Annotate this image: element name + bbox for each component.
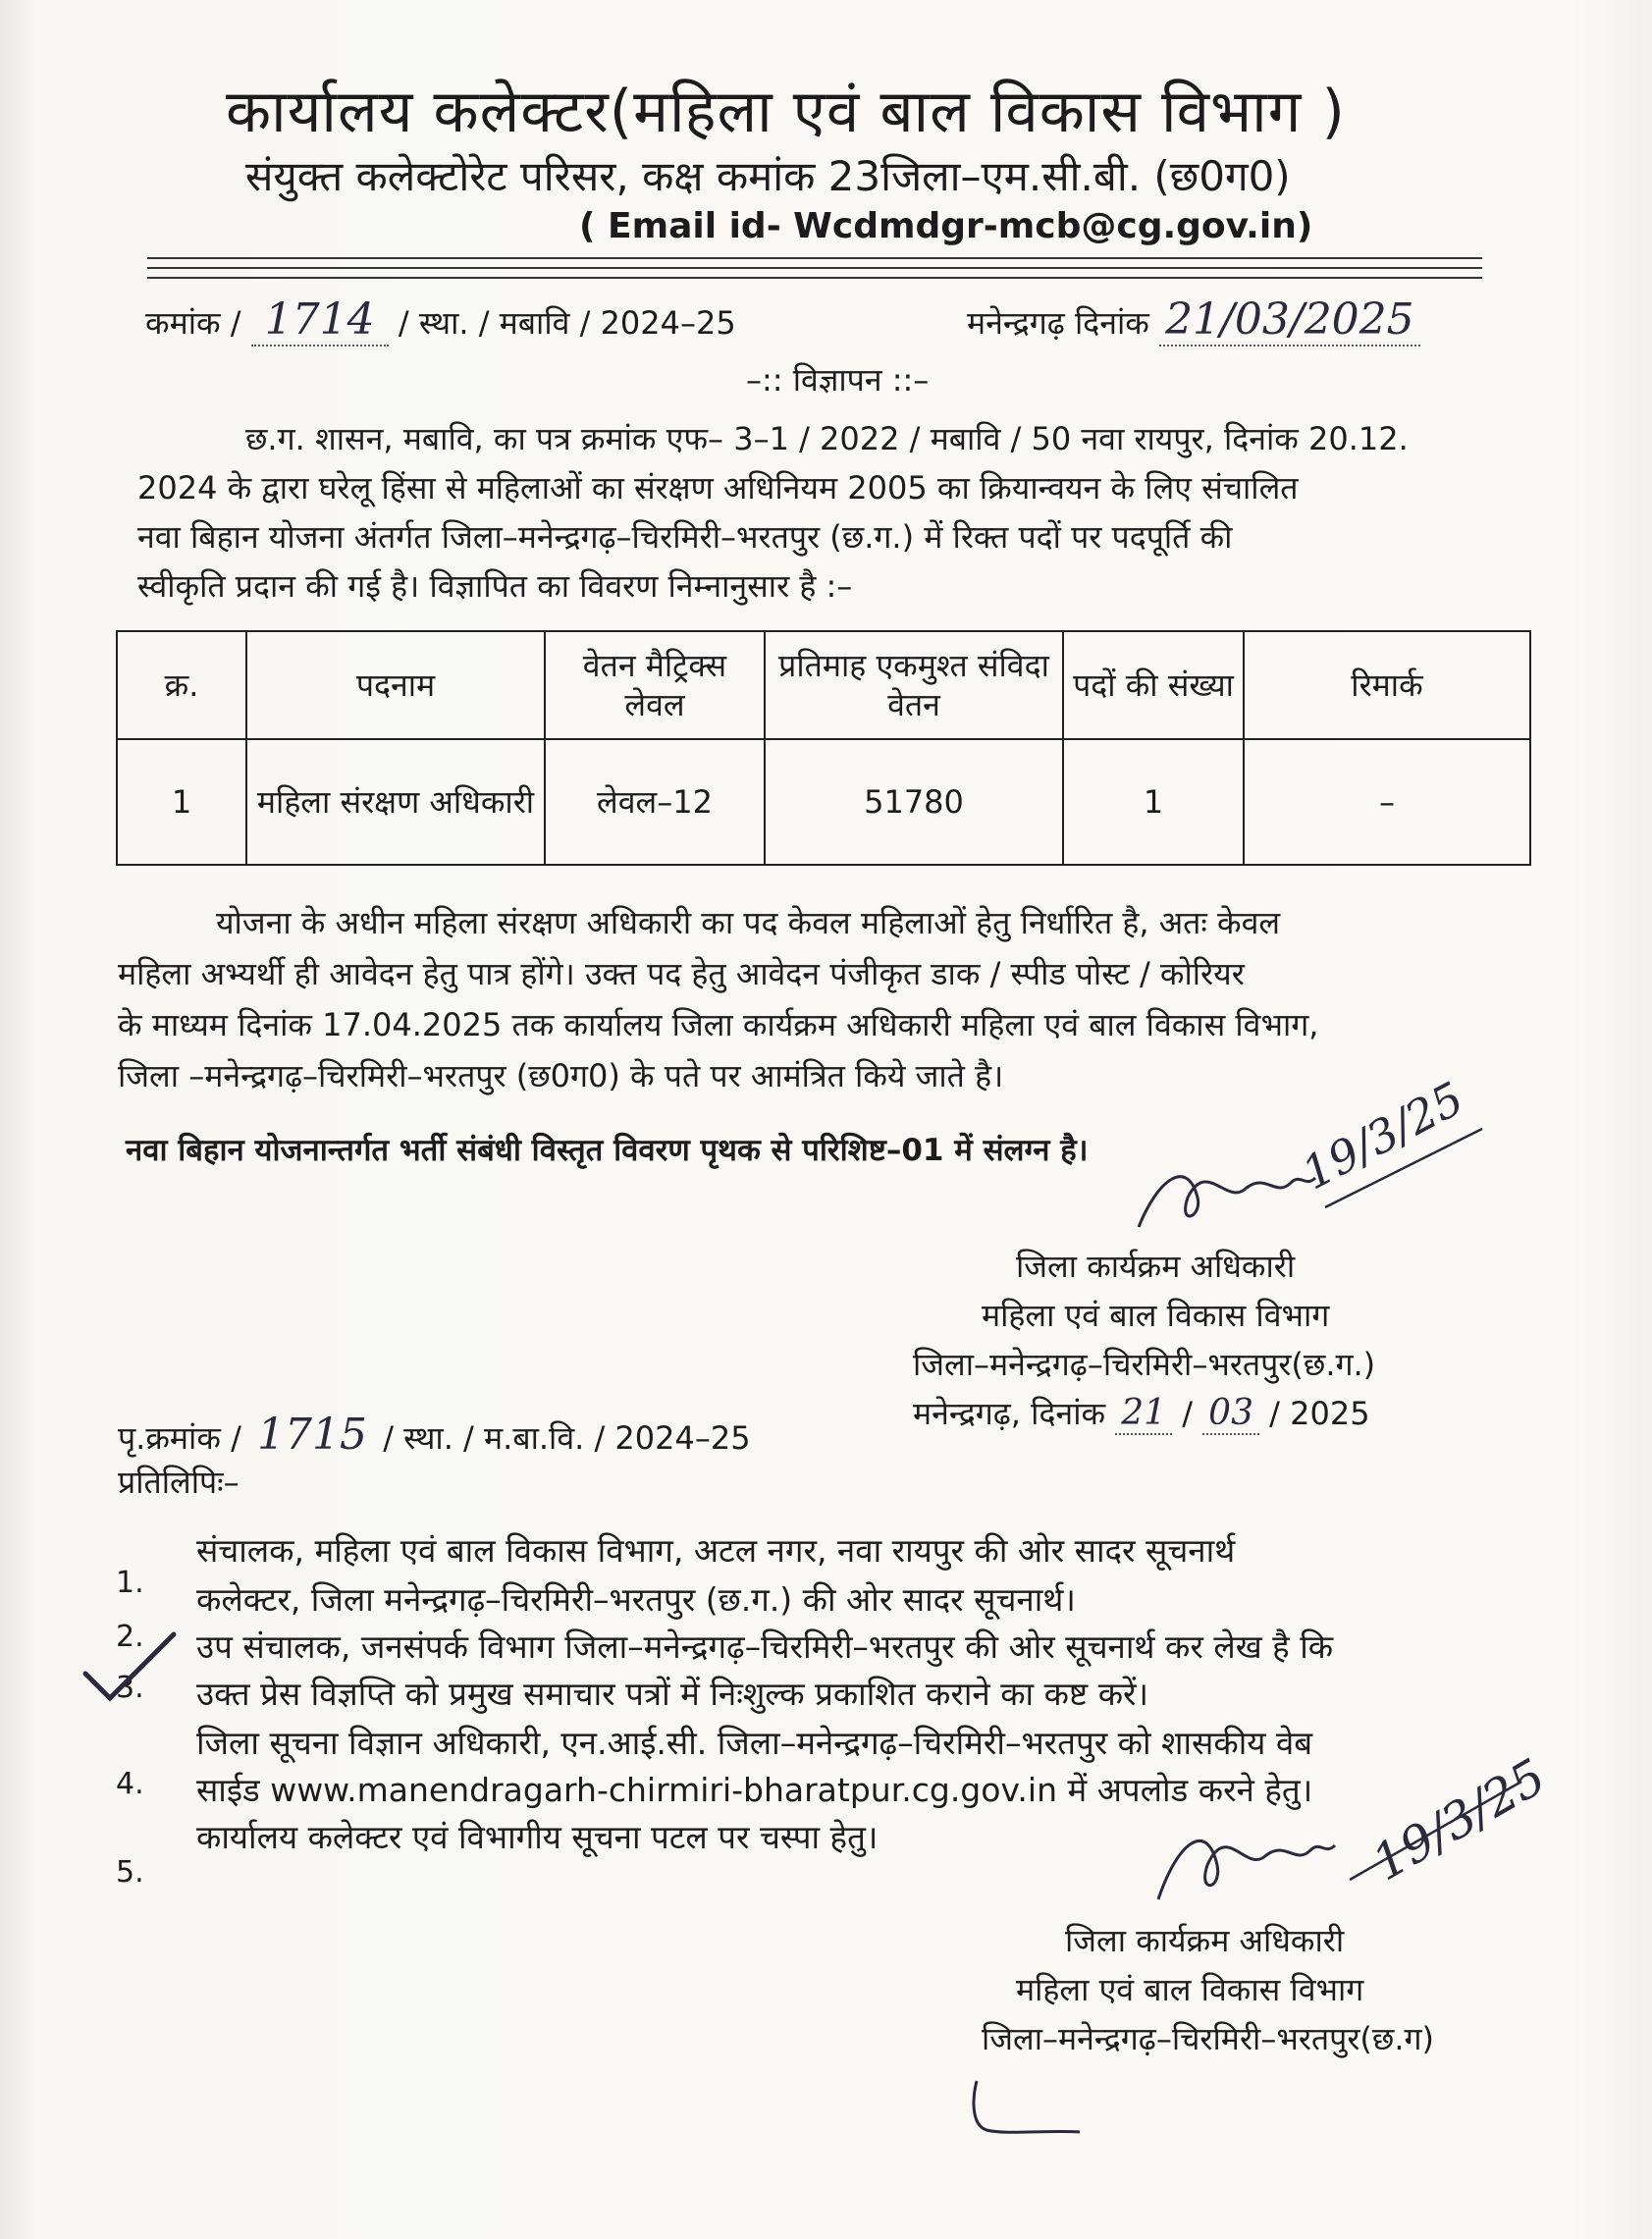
ref-suffix: / स्था. / मबावि / 2024–25 [398, 304, 736, 342]
table-header: प्रतिमाह एकमुश्त संविदा वेतन [765, 631, 1063, 739]
ref-prefix: कमांक / [145, 304, 241, 342]
table-cell: 1 [117, 739, 246, 865]
initial-mark [967, 2071, 1085, 2150]
copy-ref-number: 1715 [257, 1410, 368, 1460]
table-cell: महिला संरक्षण अधिकारी [246, 739, 545, 865]
intro-line: स्वीकृति प्रदान की गई है। विज्ञापित का विवरण निम्नानुसार है :– [137, 567, 853, 605]
ref-number-line [145, 294, 736, 345]
list-item: उक्त प्रेस विज्ञप्ति को प्रमुख समाचार पत्रों में निःशुल्क प्रकाशित कराने का कष्ट करें। [196, 1675, 1149, 1713]
list-item: साईड www.manendragarh-chirmiri-bharatpur.cg.gov.in में अपलोड करने हेतु। [196, 1771, 1313, 1809]
intro-line: 2024 के द्वारा घरेलू हिंसा से महिलाओं का संरक्षण अधिनियम 2005 का क्रियान्वयन के लिए संचालित [137, 469, 1299, 506]
annexure-note: नवा बिहान योजनान्तर्गत भर्ती संबंधी विस्तृत विवरण पृथक से परिशिष्ट–01 में संलग्न है। [126, 1133, 1089, 1168]
sign-month: 03 [1202, 1393, 1259, 1435]
list-number: 4. [116, 1767, 144, 1801]
office-email: ( Email id- Wcdmdgr-mcb@cg.gov.in) [579, 206, 1313, 246]
table-cell: – [1244, 739, 1530, 865]
copy-ref-line [118, 1410, 751, 1460]
signatory-department: महिला एवं बाल विकास विभाग [1016, 1971, 1364, 2008]
para2-line: जिला –मनेन्द्रगढ़–चिरमिरी–भरतपुर (छ0ग0) के पते पर आमंत्रित किये जाते है। [118, 1057, 1004, 1094]
intro-line: छ.ग. शासन, मबावि, का पत्र क्रमांक एफ– 3–1 / 2022 / मबावि / 50 नवा रायपुर, दिनांक 20.12. [245, 420, 1409, 457]
signatory-district: जिला–मनेन्द्रगढ़–चिरमिरी–भरतपुर(छ.ग.) [913, 1346, 1376, 1383]
para2-line: योजना के अधीन महिला संरक्षण अधिकारी का पद केवल महिलाओं हेतु निर्धारित है, अतः केवल [216, 904, 1281, 941]
list-item: जिला सूचना विज्ञान अधिकारी, एन.आई.सी. जिला–मनेन्द्रगढ़–चिरमिरी–भरतपुर को शासकीय वेब [196, 1724, 1313, 1762]
sign-place-date-label: मनेन्द्रगढ़, दिनांक [913, 1395, 1106, 1432]
table-header: वेतन मैट्रिक्स लेवल [545, 631, 765, 739]
list-item: संचालक, महिला एवं बाल विकास विभाग, अटल नगर, नवा रायपुर की ओर सादर सूचनार्थ [196, 1531, 1236, 1570]
signatory-title: जिला कार्यक्रम अधिकारी [1016, 1248, 1296, 1285]
header-rule [147, 277, 1482, 279]
list-number: 2. [116, 1620, 144, 1654]
copy-ref-prefix: पृ.क्रमांक / [118, 1419, 241, 1457]
table-header: रिमार्क [1244, 631, 1530, 739]
advertisement-heading: –:: विज्ञापन ::– [746, 361, 930, 399]
check-mark-icon [80, 1629, 179, 1708]
table-header: पदनाम [246, 631, 545, 739]
para2-line: महिला अभ्यर्थी ही आवेदन हेतु पात्र होंगे। उक्त पद हेतु आवेदन पंजीकृत डाक / स्पीड पोस्ट / कोरियर [118, 955, 1245, 992]
vacancy-table [116, 630, 1531, 866]
copy-ref-suffix: / स्था. / म.बा.वि. / 2024–25 [383, 1419, 751, 1457]
table-cell: लेवल–12 [545, 739, 765, 865]
table-header: क्र. [117, 631, 246, 739]
list-number: 3. [116, 1671, 144, 1705]
office-address: संयुक्त कलेक्टोरेट परिसर, कक्ष कमांक 23जिला–एम.सी.बी. (छ0ग0) [245, 152, 1291, 200]
list-item: कलेक्टर, जिला मनेन्द्रगढ़–चिरमिरी–भरतपुर (छ.ग.) की ओर सादर सूचनार्थ। [196, 1580, 1076, 1619]
office-title: कार्यालय कलेक्टर(महिला एवं बाल विकास विभाग ) [226, 78, 1346, 146]
table-header: पदों की संख्या [1063, 631, 1244, 739]
table-row [117, 739, 1530, 865]
para2-line: के माध्यम दिनांक 17.04.2025 तक कार्यालय जिला कार्यक्रम अधिकारी महिला एवं बाल विकास विभाग, [118, 1006, 1319, 1043]
signatory-title: जिला कार्यक्रम अधिकारी [1065, 1922, 1345, 1959]
signature-2-date: 19/3/25 [1362, 1747, 1556, 1892]
ref-number: 1714 [251, 294, 389, 347]
table-header-row [117, 631, 1530, 739]
header-rule [147, 257, 1482, 259]
signature-1-date-line: मनेन्द्रगढ़, दिनांक 21 / 03 / 2025 [913, 1393, 1370, 1433]
list-item: कार्यालय कलेक्टर एवं विभागीय सूचना पटल पर चस्पा हेतु। [196, 1818, 879, 1856]
table-cell: 51780 [765, 739, 1063, 865]
ref-date-line [967, 294, 1420, 345]
table-cell: 1 [1063, 739, 1244, 865]
intro-line: नवा बिहान योजना अंतर्गत जिला–मनेन्द्रगढ़–चिरमिरी–भरतपुर (छ.ग.) में रिक्त पदों पर पदपूर्ति की [137, 518, 1233, 556]
list-item: उप संचालक, जनसंपर्क विभाग जिला–मनेन्द्रगढ़–चिरमिरी–भरतपुर की ओर सूचनार्थ कर लेख है कि [196, 1627, 1334, 1666]
signature-1-date: 19/3/25 [1293, 1071, 1472, 1200]
copy-label: प्रतिलिपिः– [118, 1464, 240, 1501]
signatory-district: जिला–मनेन्द्रगढ़–चिरमिरी–भरतपुर(छ.ग) [982, 2020, 1434, 2057]
list-number: 5. [116, 1855, 144, 1890]
sign-day: 21 [1115, 1393, 1172, 1435]
ref-place-date-label: मनेन्द्रगढ़ दिनांक [967, 304, 1149, 342]
header-rule [147, 267, 1482, 269]
ref-date: 21/03/2025 [1159, 294, 1420, 347]
signatory-department: महिला एवं बाल विकास विभाग [982, 1297, 1330, 1334]
list-number: 1. [116, 1566, 144, 1600]
sign-year: 2025 [1290, 1395, 1370, 1432]
